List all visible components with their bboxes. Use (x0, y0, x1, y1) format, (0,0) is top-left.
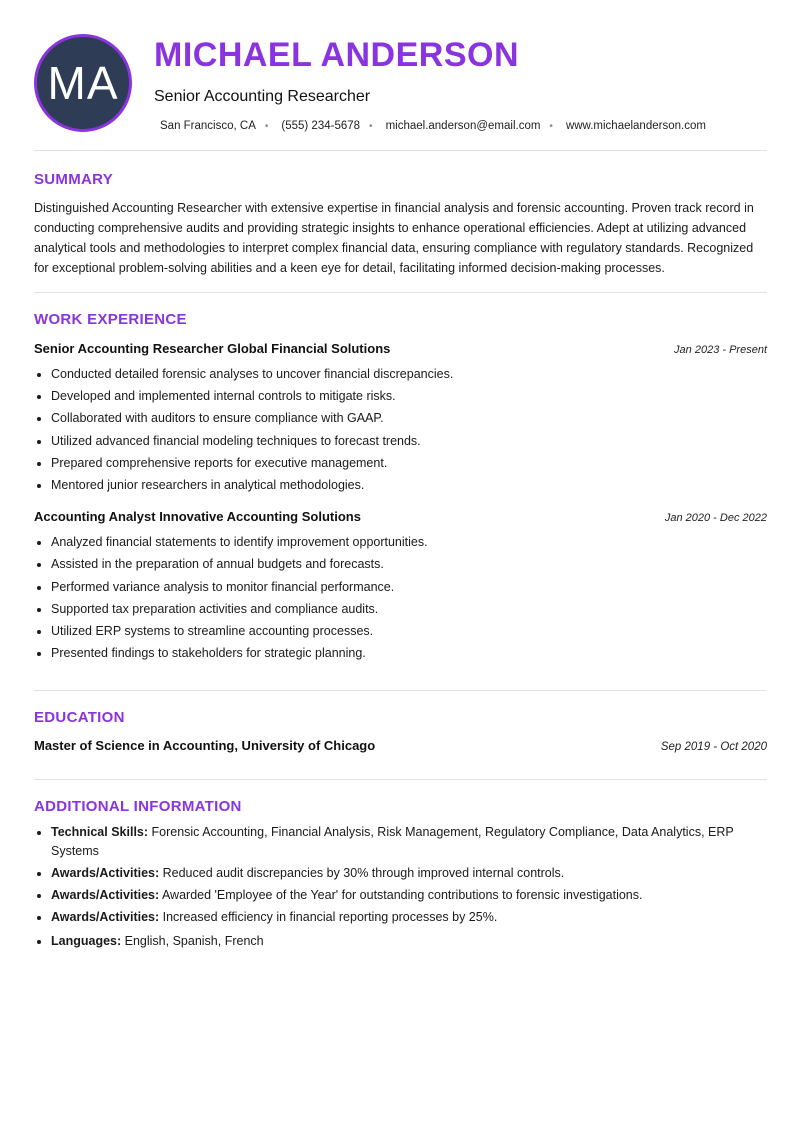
list-item: • Developed and implemented internal controls to mitigate risks. (51, 385, 767, 407)
list-item: • Supported tax preparation activities and compliance audits. (51, 598, 767, 620)
education-degree: Master of Science in Accounting, University of Chicago (34, 738, 376, 754)
candidate-title: Senior Accounting Researcher (154, 88, 371, 105)
education-entry (34, 738, 767, 753)
info-text: Reduced audit discrepancies by 30% through improved internal controls. (159, 865, 565, 880)
list-item: • Prepared comprehensive reports for executive management. (51, 452, 767, 474)
list-item: • Collaborated with auditors to ensure compliance with GAAP. (51, 407, 767, 429)
additional-info-list (34, 823, 767, 951)
job-header (34, 509, 767, 524)
candidate-name: MICHAEL ANDERSON (154, 36, 520, 74)
contact-separator: • (369, 120, 373, 132)
summary-section (34, 151, 767, 292)
list-item: • Conducted detailed forensic analyses to uncover financial discrepancies. (51, 363, 767, 385)
contact-row (160, 120, 706, 132)
contact-separator: • (264, 120, 269, 132)
job-header (34, 341, 767, 356)
list-item (51, 908, 767, 927)
job-bullets (34, 363, 767, 496)
additional-info-section (34, 780, 767, 951)
contact-website: www.michaelanderson.com (565, 120, 706, 132)
info-label: Awards/Activities: (51, 865, 160, 880)
list-item (51, 864, 767, 883)
info-text: English, Spanish, French (121, 934, 264, 949)
education-heading: EDUCATION (34, 709, 125, 727)
contact-separator: • (549, 120, 553, 132)
list-item: • Mentored junior researchers in analytical methodologies. (51, 474, 767, 496)
info-label: Languages: (51, 934, 122, 949)
list-item (51, 886, 767, 905)
resume-header (34, 0, 767, 150)
contact-email: michael.anderson@email.com (385, 120, 541, 132)
job-dates: Jan 2020 - Dec 2022 (664, 512, 767, 525)
list-item: • Utilized ERP systems to streamline accounting processes. (51, 620, 767, 642)
info-label: Awards/Activities: (51, 909, 160, 924)
list-item: • Performed variance analysis to monitor financial performance. (51, 576, 767, 598)
list-item (51, 932, 767, 951)
education-section (34, 691, 767, 779)
avatar (34, 34, 132, 132)
summary-text: Distinguished Accounting Researcher with extensive expertise in financial analysis and forensic accounting. Proven track record in conducting comprehensive audits and providing strategic insights to enhance operational efficiencies. Adept at utilizing advanced analytical tools and methodologies to interpret complex financial data, ensuring compliance with regulatory standards. Recognized for exceptional problem-solving abilities and a keen eye for detail, facilitating informed decision-making processes. (34, 201, 754, 275)
info-text: Awarded 'Employee of the Year' for outstanding contributions to forensic investigations. (159, 887, 643, 902)
info-text: Forensic Accounting, Financial Analysis, Risk Management, Regulatory Compliance, Data Analytics, ERP Systems (51, 825, 734, 858)
list-item: • Presented findings to stakeholders for strategic planning. (51, 642, 767, 664)
work-experience-section (34, 293, 767, 690)
list-item: • Analyzed financial statements to identify improvement opportunities. (51, 531, 767, 553)
job-role: Senior Accounting Researcher Global Financial Solutions (34, 341, 391, 356)
education-dates: Sep 2019 - Oct 2020 (660, 741, 767, 754)
summary-heading: SUMMARY (34, 171, 114, 188)
additional-info-heading: ADDITIONAL INFORMATION (34, 798, 242, 816)
list-item: • Utilized advanced financial modeling techniques to forecast trends. (51, 430, 767, 452)
job-bullets (34, 531, 767, 664)
contact-phone: (555) 234-5678 (281, 120, 361, 132)
info-label: Awards/Activities: (51, 887, 160, 902)
avatar-initials: MA (47, 57, 119, 109)
contact-location: San Francisco, CA (160, 120, 256, 132)
job-entry (34, 341, 767, 496)
info-label: Technical Skills: (51, 825, 149, 840)
job-role: Accounting Analyst Innovative Accounting Solutions (34, 509, 361, 525)
job-dates: Jan 2023 - Present (674, 344, 767, 356)
list-item: • Assisted in the preparation of annual budgets and forecasts. (51, 553, 767, 575)
work-experience-heading: WORK EXPERIENCE (34, 311, 187, 328)
list-item (51, 823, 767, 860)
resume-page (34, 0, 767, 954)
job-entry (34, 509, 767, 664)
info-text: Increased efficiency in financial reporting processes by 25%. (159, 909, 498, 924)
